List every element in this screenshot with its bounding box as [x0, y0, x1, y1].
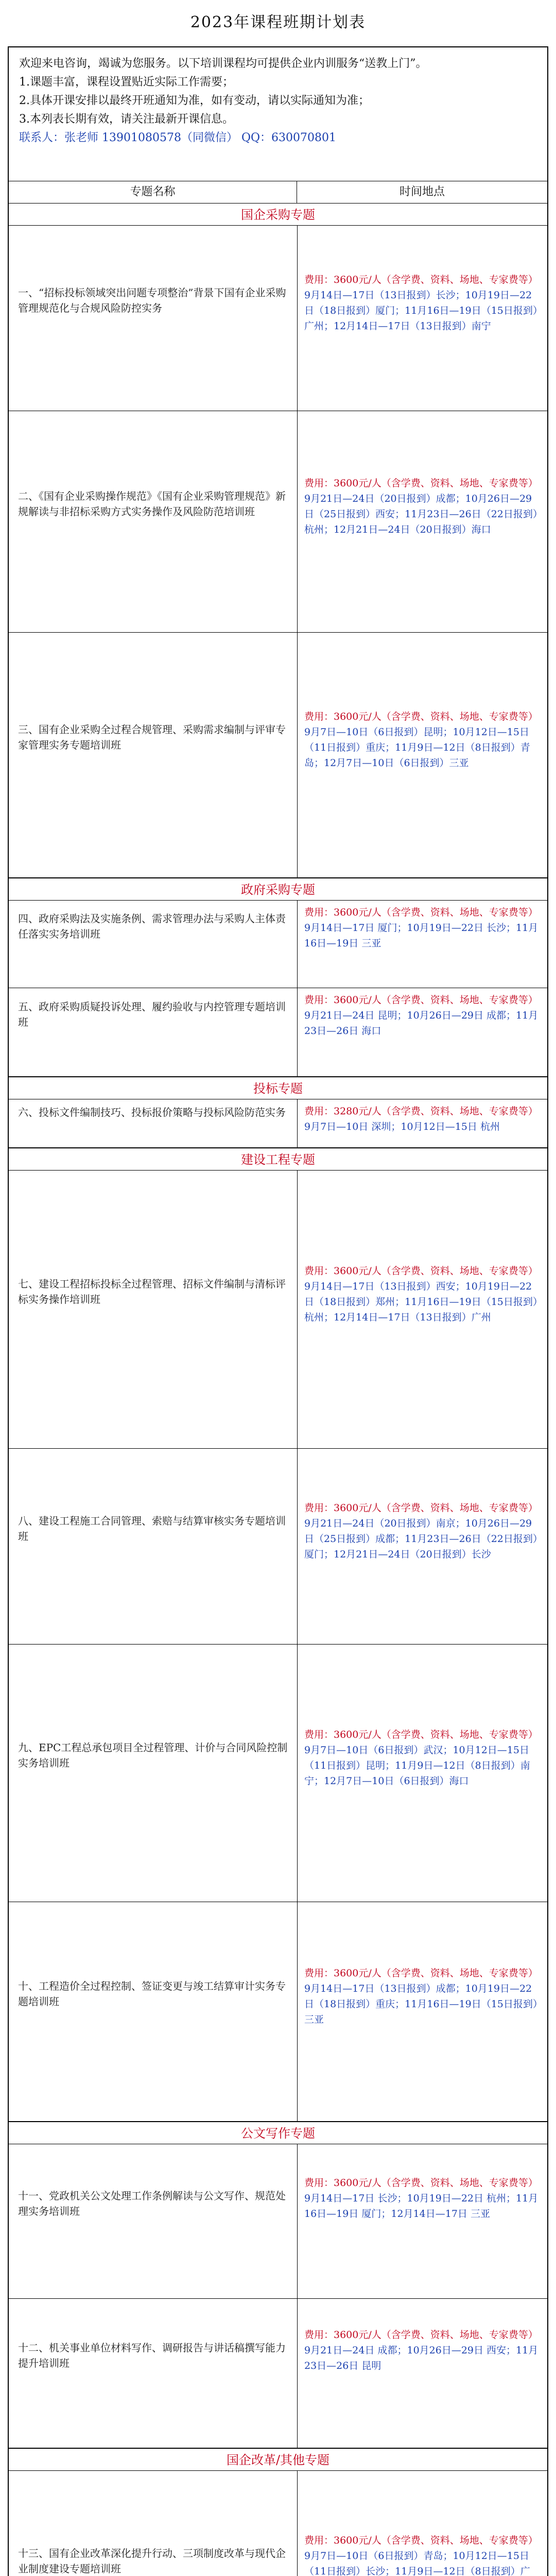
course-schedule — [304, 1727, 541, 1789]
course-topic: 七、建设工程招标投标全过程管理、招标文件编制与清标评标实务操作培训班 — [18, 1278, 286, 1306]
course-topic: 六、投标文件编制技巧、投标报价策略与投标风险防范实务 — [18, 1106, 286, 1118]
intro-line: 2.具体开课安排以最终开班通知为准，如有变动，请以实际通知为准； — [19, 94, 370, 107]
table-row — [9, 901, 547, 988]
section-heading: 建设工程专题 — [9, 1148, 547, 1171]
column-header-row — [9, 181, 547, 204]
course-schedule — [304, 476, 541, 537]
course-topic: 四、政府采购法及实施条例、需求管理办法与采购人主体责任落实实务培训班 — [18, 912, 286, 940]
course-schedule — [304, 1965, 541, 2027]
section-heading: 国企采购专题 — [9, 203, 547, 226]
course-schedule — [304, 2327, 541, 2374]
table-row — [9, 2144, 547, 2299]
table-row — [9, 1645, 547, 1902]
course-fee: 费用：3600元/人（含学费、资料、场地、专家费等） — [304, 274, 538, 285]
course-schedule — [304, 905, 541, 951]
course-dates: 9月7日—10日（6日报到）青岛；10月12日—15日（11日报到）长沙；11月9日—12日（8日报到）广 — [304, 2550, 530, 2576]
course-topic: 十二、机关事业单位材料写作、调研报告与讲话稿撰写能力提升培训班 — [18, 2342, 286, 2369]
table-row — [9, 1099, 547, 1148]
course-schedule — [304, 992, 541, 1039]
course-fee: 费用：3600元/人（含学费、资料、场地、专家费等） — [304, 478, 538, 489]
section-heading: 投标专题 — [9, 1077, 547, 1099]
course-fee: 费用：3600元/人（含学费、资料、场地、专家费等） — [304, 2329, 538, 2341]
table-row — [9, 411, 547, 633]
table-row — [9, 2299, 547, 2448]
course-topic: 一、“招标投标领域突出问题专项整治”背景下国有企业采购管理规范化与合规风险防控实务 — [18, 286, 286, 314]
section-heading: 国企改革/其他专题 — [9, 2448, 547, 2471]
section-heading: 公文写作专题 — [9, 2122, 547, 2144]
course-schedule — [304, 2175, 541, 2222]
course-fee: 费用：3600元/人（含学费、资料、场地、专家费等） — [304, 994, 538, 1006]
intro-line: 3.本列表长期有效，请关注最新开课信息。 — [19, 113, 234, 126]
course-dates: 9月14日—17日 长沙；10月19日—22日 杭州；11月16日—19日 厦门；12月14日—17日 三亚 — [304, 2193, 538, 2219]
course-schedule — [304, 1263, 541, 1325]
course-topic: 九、EPC工程总承包项目全过程管理、计价与合同风险控制实务培训班 — [18, 1741, 288, 1769]
intro-contact: 联系人：张老师 13901080578（同微信） QQ：630070801 — [19, 131, 337, 144]
course-dates: 9月7日—10日 深圳；10月12日—15日 杭州 — [304, 1121, 500, 1132]
course-dates: 9月14日—17日（13日报到）西安；10月19日—22日（18日报到）郑州；11月16日—19日（15日报到）杭州；12月14日—17日（13日报到）广州 — [304, 1281, 538, 1323]
course-fee: 费用：3600元/人（含学费、资料、场地、专家费等） — [304, 1502, 538, 1514]
table-row — [9, 1171, 547, 1449]
course-schedule — [304, 272, 541, 334]
course-topic: 十三、国有企业改革深化提升行动、三项制度改革与现代企业制度建设专题培训班 — [18, 2547, 286, 2575]
course-topic: 二、《国有企业采购操作规范》《国有企业采购管理规范》新规解读与非招标采购方式实务操作及风险防范培训班 — [18, 490, 286, 518]
course-fee: 费用：3280元/人（含学费、资料、场地、专家费等） — [304, 1106, 538, 1117]
table-row — [9, 2471, 547, 2576]
course-schedule — [304, 709, 541, 771]
course-fee: 费用：3600元/人（含学费、资料、场地、专家费等） — [304, 2177, 538, 2189]
course-fee: 费用：3600元/人（含学费、资料、场地、专家费等） — [304, 711, 538, 722]
intro-block — [9, 47, 547, 181]
section-heading: 政府采购专题 — [9, 878, 547, 901]
course-dates: 9月14日—17日（13日报到）成都；10月19日—22日（18日报到）重庆；11月16日—19日（15日报到）三亚 — [304, 1983, 538, 2025]
column-header-topic: 专题名称 — [9, 181, 297, 203]
course-dates: 9月14日—17日（13日报到）长沙；10月19日—22日（18日报到）厦门；11月16日—19日（15日报到）广州；12月14日—17日（13日报到）南宁 — [304, 290, 538, 332]
course-dates: 9月21日—24日（20日报到）南京；10月26日—29日（25日报到）成都；11月23日—26日（22日报到）厦门；12月21日—24日（20日报到）长沙 — [304, 1518, 538, 1560]
document-title: 2023年课程班期计划表 — [190, 13, 366, 31]
course-schedule — [304, 2533, 541, 2576]
course-dates: 9月7日—10日（6日报到）昆明；10月12日—15日（11日报到）重庆；11月9日—12日（8日报到）青岛；12月7日—10日（6日报到）三亚 — [304, 726, 530, 769]
column-header-schedule: 时间地点 — [399, 185, 445, 198]
table-row — [9, 1902, 547, 2122]
course-topic: 八、建设工程施工合同管理、索赔与结算审核实务专题培训班 — [18, 1515, 286, 1543]
course-topic: 十一、党政机关公文处理工作条例解读与公文写作、规范处理实务培训班 — [18, 2190, 286, 2217]
table-row — [9, 633, 547, 878]
course-schedule — [304, 1500, 541, 1562]
course-topic: 三、国有企业采购全过程合规管理、采购需求编制与评审专家管理实务专题培训班 — [18, 723, 286, 751]
course-topic: 十、工程造价全过程控制、签证变更与竣工结算审计实务专题培训班 — [18, 1980, 286, 2008]
schedule-table — [8, 46, 548, 2576]
course-fee: 费用：3600元/人（含学费、资料、场地、专家费等） — [304, 907, 538, 918]
course-dates: 9月21日—24日 昆明；10月26日—29日 成都；11月23日—26日 海口 — [304, 1010, 538, 1037]
course-fee: 费用：3600元/人（含学费、资料、场地、专家费等） — [304, 1729, 538, 1740]
table-row — [9, 1449, 547, 1645]
course-fee: 费用：3600元/人（含学费、资料、场地、专家费等） — [304, 1265, 538, 1277]
course-fee: 费用：3600元/人（含学费、资料、场地、专家费等） — [304, 2535, 538, 2546]
course-fee: 费用：3600元/人（含学费、资料、场地、专家费等） — [304, 1968, 538, 1979]
course-dates: 9月7日—10日（6日报到）武汉；10月12日—15日（11日报到）昆明；11月9日—12日（8日报到）南宁；12月7日—10日（6日报到）海口 — [304, 1744, 530, 1787]
intro-line: 欢迎来电咨询，竭诚为您服务。以下培训课程均可提供企业内训服务“送教上门”。 — [19, 57, 427, 70]
intro-line: 1.课题丰富，课程设置贴近实际工作需要； — [19, 76, 234, 89]
table-row — [9, 988, 547, 1077]
course-schedule — [304, 1104, 541, 1134]
course-dates: 9月21日—24日（20日报到）成都；10月26日—29日（25日报到）西安；11月23日—26日（22日报到）杭州；12月21日—24日（20日报到）海口 — [304, 493, 538, 535]
course-topic: 五、政府采购质疑投诉处理、履约验收与内控管理专题培训班 — [18, 1001, 286, 1028]
table-row — [9, 226, 547, 411]
course-dates: 9月14日—17日 厦门；10月19日—22日 长沙；11月16日—19日 三亚 — [304, 922, 538, 949]
course-dates: 9月21日—24日 成都；10月26日—29日 西安；11月23日—26日 昆明 — [304, 2345, 538, 2371]
